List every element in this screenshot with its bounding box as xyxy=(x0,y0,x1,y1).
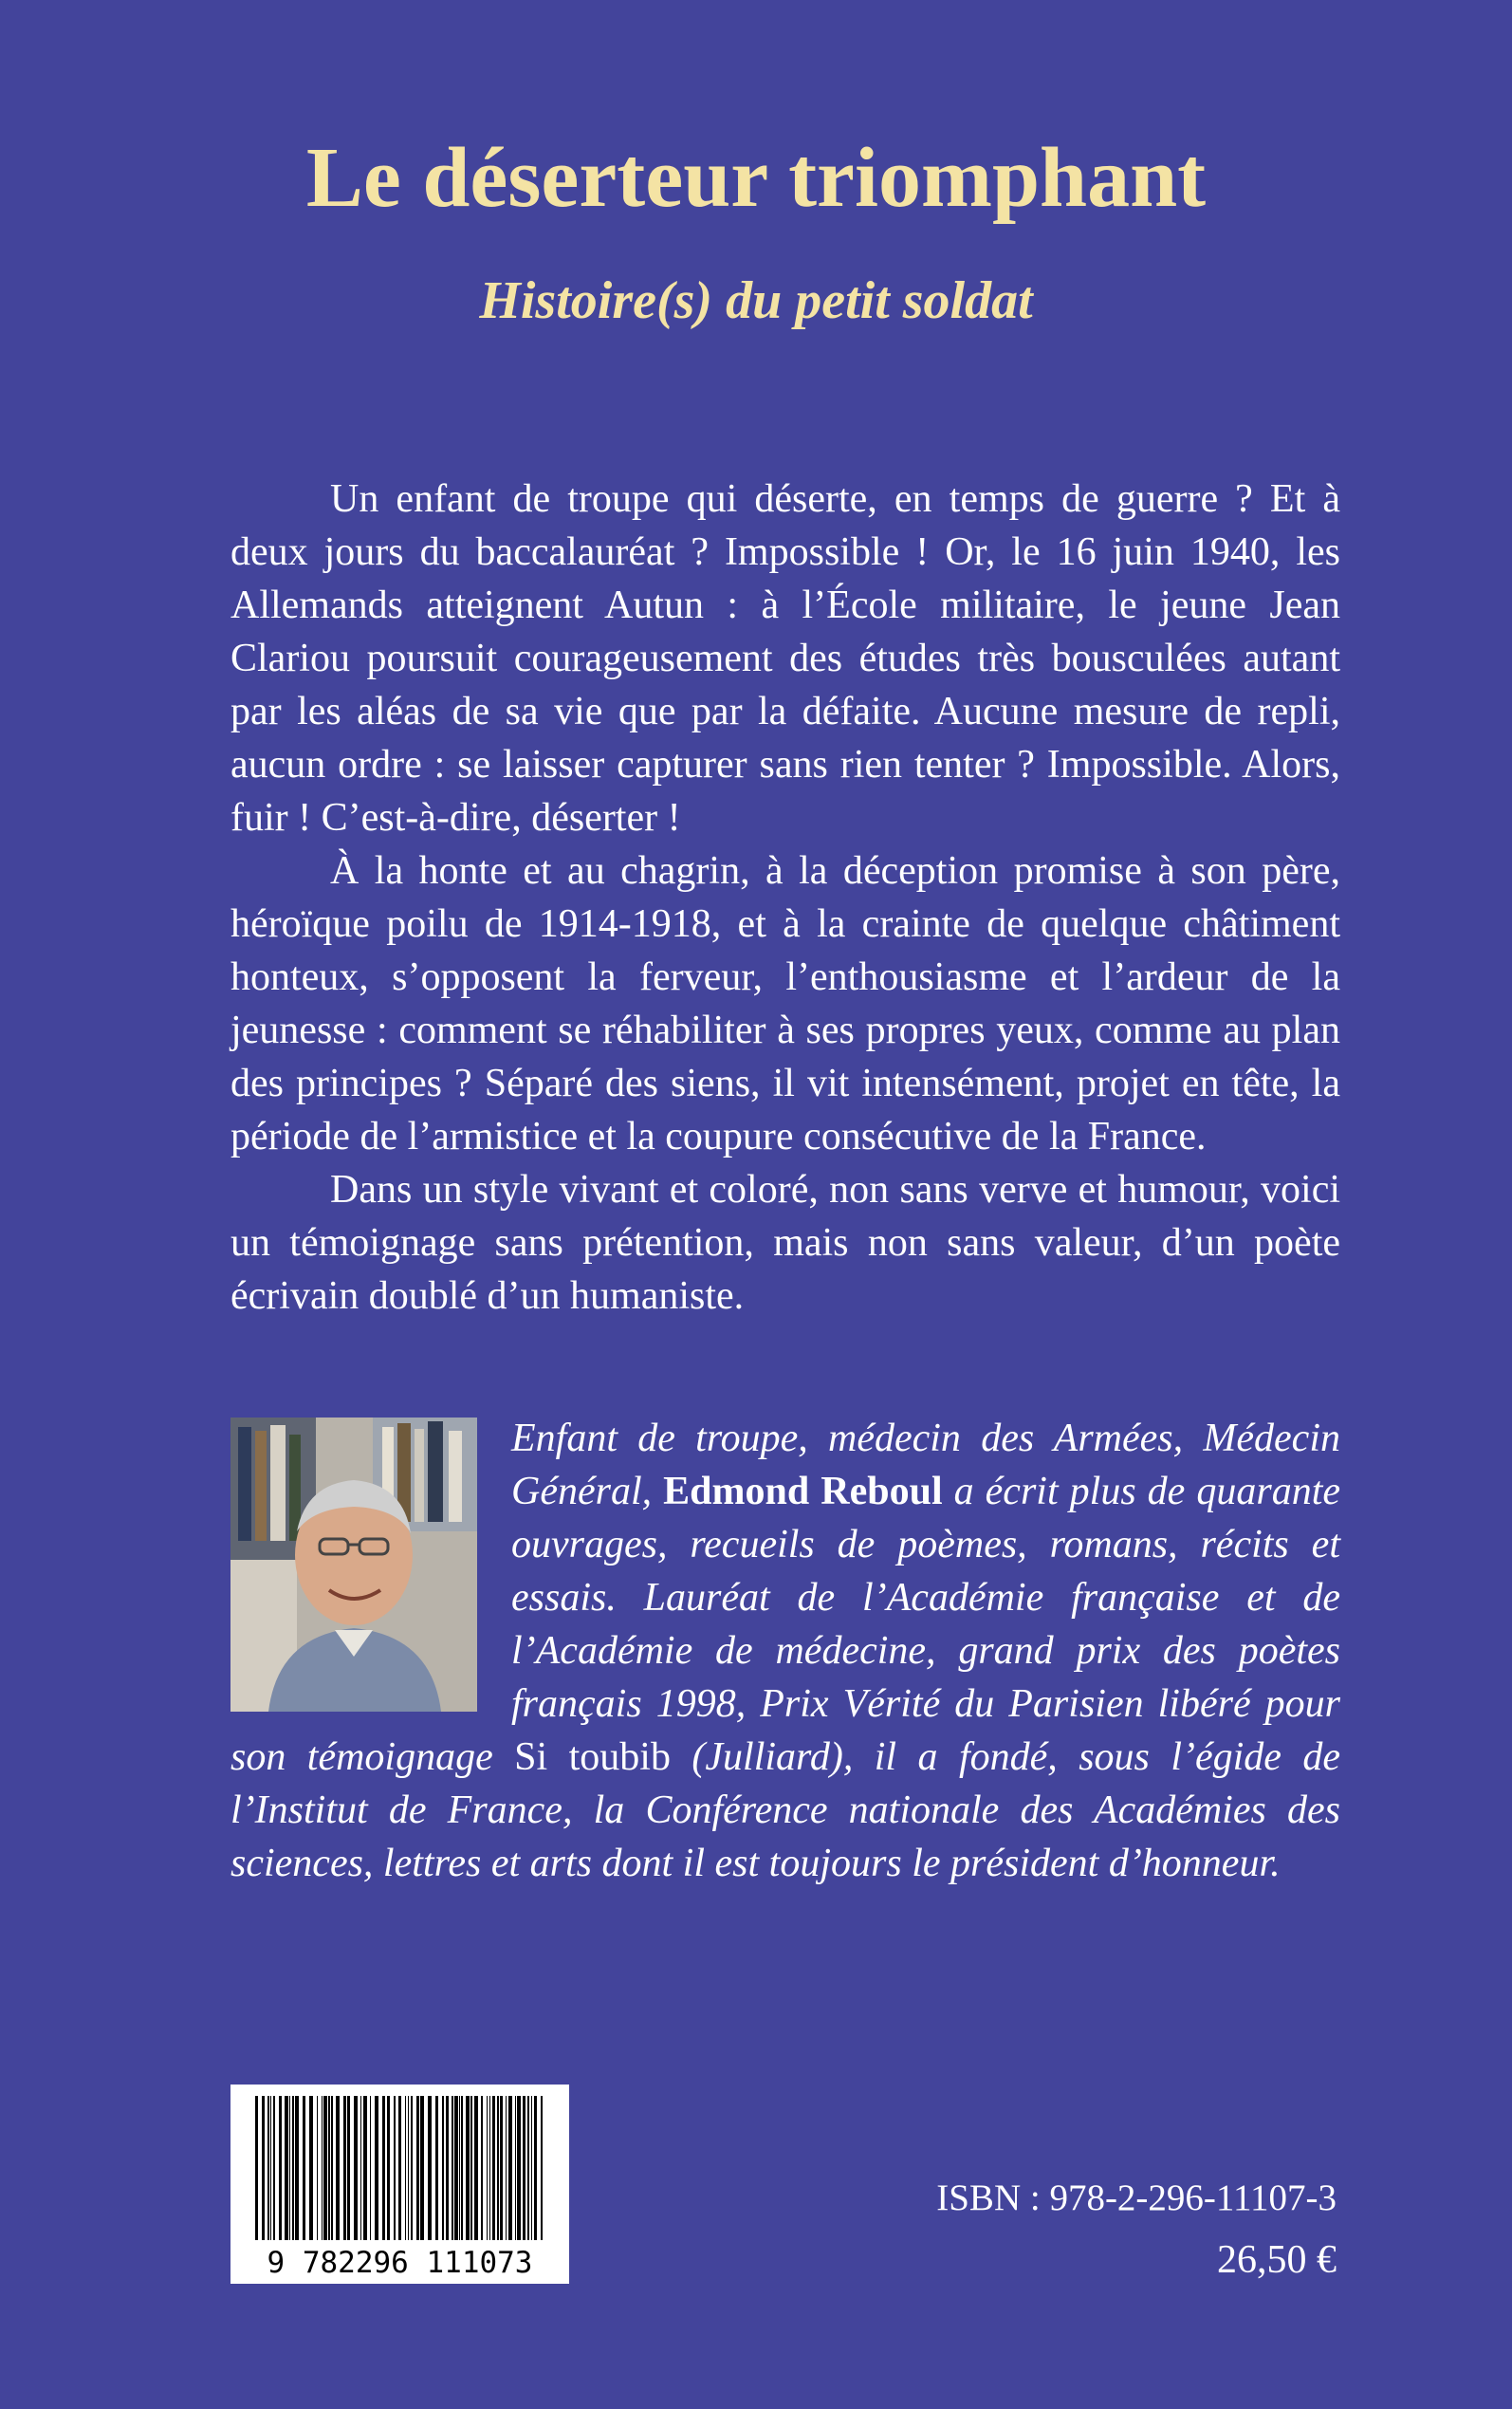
barcode-bar xyxy=(517,2096,521,2240)
author-photo xyxy=(230,1418,477,1712)
bio-text-intro: Enfant de troupe, médecin des Armées, Médecin Général, xyxy=(511,1417,1340,1513)
barcode-bar xyxy=(531,2096,532,2240)
barcode-bar xyxy=(461,2096,463,2240)
barcode-bar xyxy=(292,2096,294,2240)
barcode-bar xyxy=(322,2096,323,2240)
barcode-bar xyxy=(487,2096,488,2240)
barcode-bar xyxy=(492,2096,495,2240)
barcode-bar xyxy=(398,2096,401,2240)
barcode-bar xyxy=(343,2096,346,2240)
barcode-bar xyxy=(446,2096,449,2240)
barcode-bar xyxy=(289,2096,290,2240)
barcode-bar xyxy=(370,2096,371,2240)
barcode-bar xyxy=(534,2096,537,2240)
bio-text-end: (Julliard), il a fondé, sous l’égide de l’Institut de France, la Conférence nationale des Académies des sciences, lettres et arts dont il est toujours le président d’honneur. xyxy=(230,1735,1341,1885)
barcode-bar xyxy=(328,2096,330,2240)
barcode-bar xyxy=(474,2096,478,2240)
barcode-bar xyxy=(420,2096,424,2240)
barcode-bar xyxy=(394,2096,396,2240)
barcode-bar xyxy=(489,2096,490,2240)
barcode-bar xyxy=(470,2096,472,2240)
barcode-bar xyxy=(459,2096,460,2240)
summary-paragraph-3: Dans un style vivant et coloré, non sans verve et humour, voici un témoignage sans prétention, mais non sans valeur, d’un poète écrivain doublé d’un humaniste. xyxy=(230,1168,1340,1318)
barcode-bar xyxy=(267,2096,269,2240)
barcode-bar xyxy=(515,2096,516,2240)
barcode-bar xyxy=(408,2096,409,2240)
barcode-bar xyxy=(336,2096,340,2240)
barcode-bar xyxy=(270,2096,271,2240)
book-title: Le déserteur triomphant xyxy=(305,131,1207,225)
barcode-bar xyxy=(523,2096,526,2240)
barcode-bar xyxy=(508,2096,512,2240)
barcode-bar xyxy=(442,2096,444,2240)
barcode-bar xyxy=(295,2096,299,2240)
barcode-bar xyxy=(454,2096,458,2240)
barcode-bar xyxy=(452,2096,453,2240)
barcode-bar xyxy=(387,2096,390,2240)
barcode-bar xyxy=(285,2096,288,2240)
barcode-bar xyxy=(347,2096,350,2240)
author-portrait-image xyxy=(230,1418,477,1712)
barcode-bar xyxy=(481,2096,483,2240)
barcode-bar xyxy=(466,2096,470,2240)
summary-paragraph-2: À la honte et au chagrin, à la déception promise à son père, héroïque poilu de 1914-1918, et à la crainte de quelque châtiment honteux, s’opposent la ferveur, l’enthousiasme et l’ardeur de la jeunesse : comment se réhabiliter à ses propres yeux, comme au plan des principes ? Séparé des siens, il vit intensément, projet en tête, la période de l’armistice et la coupure consécutive de la France. xyxy=(230,849,1340,1158)
bio-text-main: a écrit plus de quarante ouvrages, recueils de poèmes, romans, récits et essais. Lauréat de l’Académie française et de l’Académie de médecine, grand prix des poètes français 1998, Prix Vérité du Parisien libéré pour son témoignage xyxy=(230,1470,1341,1779)
author-bio xyxy=(230,1412,1340,1890)
summary-paragraph-1: Un enfant de troupe qui déserte, en temps de guerre ? Et à deux jours du baccalauréat ? Impossible ! Or, le 16 juin 1940, les Allemands atteignent Autun : à l’École militaire, le jeune Jean Clariou poursuit courageusement des études très bousculées autant par les aléas de sa vie que par la défaite. Aucune mesure de repli, aucun ordre : se laisser capturer sans rien tenter ? Impossible. Alors, fuir ! C’est-à-dire, déserter ! xyxy=(230,477,1340,840)
barcode-bar xyxy=(382,2096,385,2240)
barcode-bar xyxy=(428,2096,432,2240)
barcode-bar xyxy=(279,2096,282,2240)
isbn-label: ISBN : 978-2-296-11107-3 xyxy=(936,2177,1337,2218)
barcode-bar xyxy=(331,2096,333,2240)
barcode-bar xyxy=(411,2096,413,2240)
barcode-bar xyxy=(497,2096,499,2240)
bio-book-title: Si toubib xyxy=(514,1735,671,1779)
barcode-bar xyxy=(354,2096,358,2240)
barcode-bar xyxy=(323,2096,327,2240)
barcode-bar xyxy=(500,2096,503,2240)
barcode-bar xyxy=(255,2096,258,2240)
barcode-bar xyxy=(416,2096,419,2240)
book-subtitle: Histoire(s) du petit soldat xyxy=(479,271,1033,330)
barcode-bar xyxy=(262,2096,265,2240)
barcode-bar xyxy=(309,2096,313,2240)
barcode-bar xyxy=(405,2096,406,2240)
barcode-bar xyxy=(435,2096,438,2240)
barcode-digits: 9 782296 111073 xyxy=(230,2246,569,2280)
barcode-bar xyxy=(273,2096,275,2240)
barcode-bar xyxy=(375,2096,378,2240)
barcode-bar xyxy=(317,2096,318,2240)
barcode-bar xyxy=(541,2096,543,2240)
barcode-bar xyxy=(360,2096,361,2240)
barcode-bar xyxy=(303,2096,305,2240)
author-name: Edmond Reboul xyxy=(663,1470,943,1513)
back-cover-summary xyxy=(230,473,1340,1323)
price-label: 26,50 € xyxy=(1217,2238,1337,2282)
barcode xyxy=(230,2085,569,2284)
barcode-bar xyxy=(363,2096,367,2240)
barcode-bar xyxy=(506,2096,507,2240)
barcode-bar xyxy=(527,2096,529,2240)
